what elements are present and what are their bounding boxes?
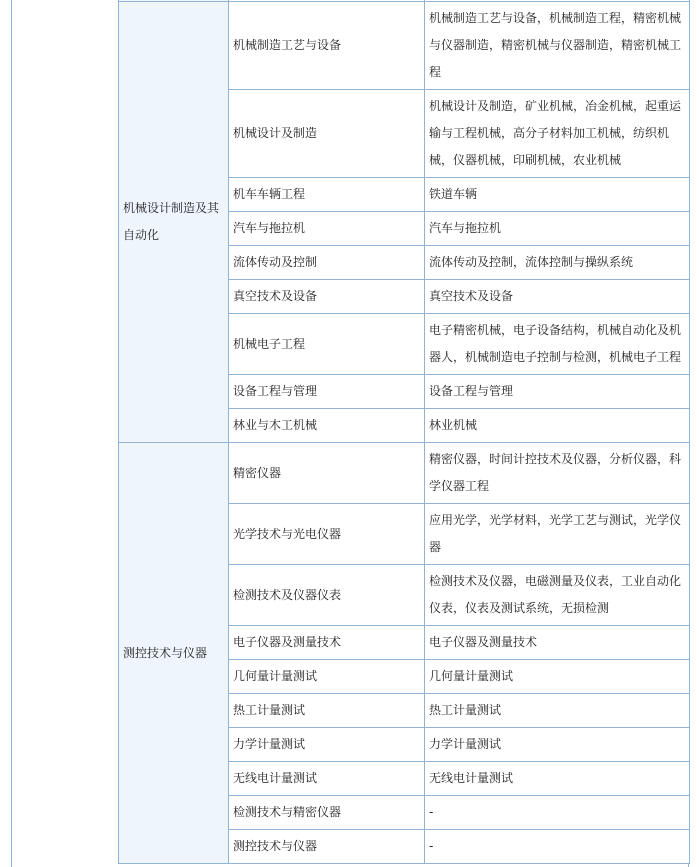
major-cell: 机械设计及制造 [229, 90, 425, 178]
major-cell: 机械制造工艺与设备 [229, 2, 425, 90]
major-cell: 电子仪器及测量技术 [229, 626, 425, 660]
major-cell: 力学计量测试 [229, 728, 425, 762]
old-major-cell: 汽车与拖拉机 [425, 212, 690, 246]
table-body [119, 0, 690, 864]
old-major-cell: 力学计量测试 [425, 728, 690, 762]
major-cell: 林业与木工机械 [229, 409, 425, 443]
old-major-cell: 精密仪器，时间计控技术及仪器，分析仪器，科学仪器工程 [425, 443, 690, 504]
major-cell: 无线电计量测试 [229, 762, 425, 796]
old-major-cell: 无线电计量测试 [425, 762, 690, 796]
table-row [119, 443, 690, 504]
old-major-cell: 铁道车辆 [425, 178, 690, 212]
old-major-cell: 检测技术及仪器，电磁测量及仪表，工业自动化仪表，仪表及测试系统，无损检测 [425, 565, 690, 626]
old-major-cell: 几何量计量测试 [425, 660, 690, 694]
old-major-cell: 机械制造工艺与设备，机械制造工程，精密机械与仪器制造，精密机械与仪器制造，精密机械工程 [425, 2, 690, 90]
category-cell: 测控技术与仪器 [119, 443, 229, 864]
old-major-cell: 电子精密机械，电子设备结构，机械自动化及机器人，机械制造电子控制与检测，机械电子工程 [425, 314, 690, 375]
table-row [119, 2, 690, 90]
old-major-cell: 林业机械 [425, 409, 690, 443]
outer-border-left [11, 0, 12, 867]
major-cell: 机车车辆工程 [229, 178, 425, 212]
major-cell: 检测技术及仪器仪表 [229, 565, 425, 626]
old-major-cell: 真空技术及设备 [425, 280, 690, 314]
old-major-cell: - [425, 830, 690, 864]
major-cell: 机械电子工程 [229, 314, 425, 375]
major-cell: 精密仪器 [229, 443, 425, 504]
major-cell: 汽车与拖拉机 [229, 212, 425, 246]
major-cell: 光学技术与光电仪器 [229, 504, 425, 565]
old-major-cell: - [425, 796, 690, 830]
old-major-cell: 热工计量测试 [425, 694, 690, 728]
major-cell: 流体传动及控制 [229, 246, 425, 280]
major-cell: 检测技术与精密仪器 [229, 796, 425, 830]
old-major-cell: 应用光学，光学材料，光学工艺与测试，光学仪器 [425, 504, 690, 565]
old-major-cell: 机械设计及制造，矿业机械，冶金机械，起重运输与工程机械，高分子材料加工机械，纺织机械，仪器机械，印刷机械，农业机械 [425, 90, 690, 178]
old-major-cell: 电子仪器及测量技术 [425, 626, 690, 660]
major-cell: 几何量计量测试 [229, 660, 425, 694]
old-major-cell: 设备工程与管理 [425, 375, 690, 409]
major-cell: 设备工程与管理 [229, 375, 425, 409]
major-cell: 真空技术及设备 [229, 280, 425, 314]
category-cell: 机械设计制造及其自动化 [119, 2, 229, 443]
major-cell: 热工计量测试 [229, 694, 425, 728]
major-catalog-table [118, 0, 690, 864]
major-cell: 测控技术与仪器 [229, 830, 425, 864]
old-major-cell: 流体传动及控制，流体控制与操纵系统 [425, 246, 690, 280]
